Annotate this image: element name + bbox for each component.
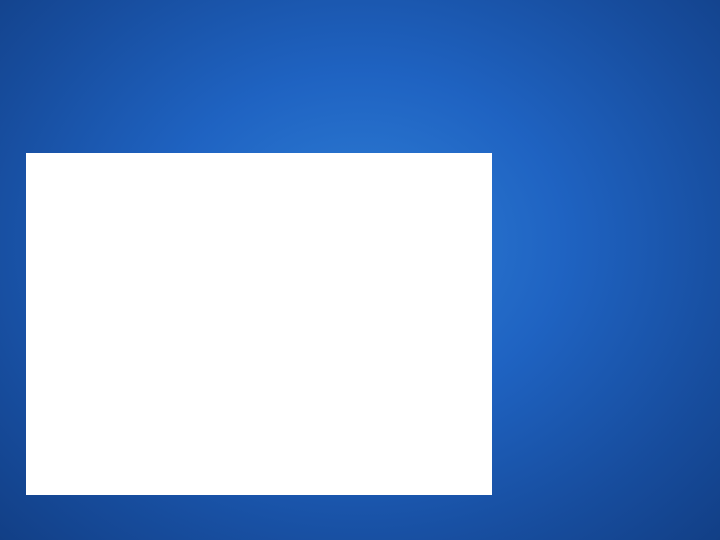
spectrum-figure bbox=[26, 153, 492, 495]
spectrum-charts-svg bbox=[26, 153, 492, 495]
